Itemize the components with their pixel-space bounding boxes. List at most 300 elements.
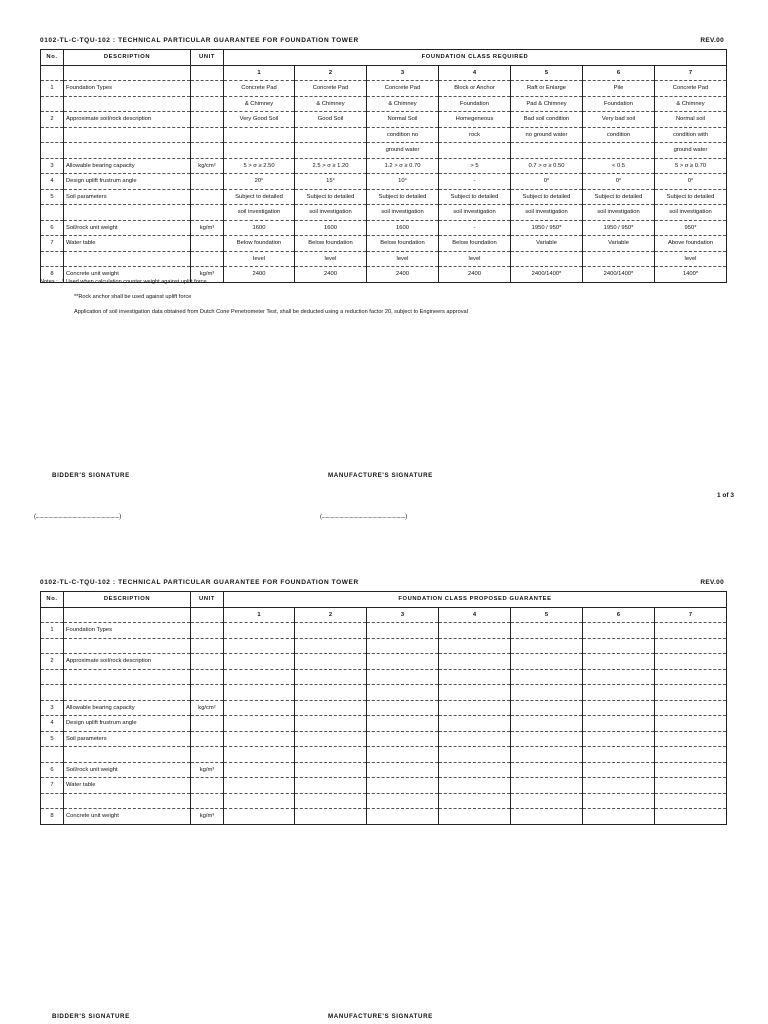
class-value-cell: Below foundation xyxy=(224,236,295,252)
class-value-cell: 1950 / 950* xyxy=(511,220,583,236)
class-value-cell: - xyxy=(439,174,511,190)
table-row xyxy=(41,220,727,236)
row-description: Soil/rock unit weight xyxy=(64,762,191,778)
table-row xyxy=(41,251,727,267)
note-3: Application of soil investigation data obtained from Dutch Cone Penetrometer Test, shall be deducted using a reduction factor 20, subject to Engineers approval xyxy=(74,309,468,315)
header-foundation-class-proposed: FOUNDATION CLASS PROPOSED GUARANTEE xyxy=(224,592,727,608)
class-value-cell: Subject to detailed xyxy=(511,189,583,205)
row-description: Design uplift frustrum angle xyxy=(64,716,191,732)
class-number: 2 xyxy=(295,607,367,623)
row-description xyxy=(64,747,191,763)
class-value-cell: Subject to detailed xyxy=(583,189,655,205)
class-value-cell xyxy=(295,654,367,670)
class-value-cell: Below foundation xyxy=(367,236,439,252)
class-value-cell xyxy=(583,251,655,267)
row-description xyxy=(64,205,191,221)
class-value-cell xyxy=(655,778,727,794)
class-value-cell xyxy=(224,685,295,701)
class-value-cell xyxy=(511,251,583,267)
table-row xyxy=(41,685,727,701)
row-number: 4 xyxy=(41,716,64,732)
row-unit xyxy=(191,638,224,654)
class-value-cell xyxy=(655,638,727,654)
row-description xyxy=(64,669,191,685)
blank-cell xyxy=(41,607,64,623)
class-value-cell: Bad soil condition xyxy=(511,112,583,128)
class-value-cell: 5 > σ ≥ 0.70 xyxy=(655,158,727,174)
document-title: 0102-TL-C-TQU-102 : TECHNICAL PARTICULAR GUARANTEE FOR FOUNDATION TOWER xyxy=(40,579,359,586)
class-value-cell xyxy=(439,638,511,654)
class-value-cell: soil investigation xyxy=(367,205,439,221)
table-row xyxy=(41,716,727,732)
class-value-cell: soil investigation xyxy=(511,205,583,221)
class-value-cell xyxy=(295,778,367,794)
header-unit: UNIT xyxy=(191,50,224,66)
manufacture-signature-line: (..................................................................) xyxy=(320,514,407,520)
class-value-cell xyxy=(511,793,583,809)
row-number: 7 xyxy=(41,236,64,252)
class-value-cell xyxy=(583,793,655,809)
class-value-cell: soil investigation xyxy=(583,205,655,221)
class-value-cell: Very Good Soil xyxy=(224,112,295,128)
class-value-cell: level xyxy=(367,251,439,267)
class-value-cell xyxy=(367,716,439,732)
class-value-cell xyxy=(295,793,367,809)
class-value-cell xyxy=(367,623,439,639)
table-row xyxy=(41,654,727,670)
table-row xyxy=(41,747,727,763)
class-value-cell xyxy=(295,747,367,763)
class-value-cell: Variable xyxy=(511,236,583,252)
class-value-cell: Foundation xyxy=(439,96,511,112)
table-row xyxy=(41,669,727,685)
class-value-cell xyxy=(295,716,367,732)
class-value-cell xyxy=(511,669,583,685)
class-value-cell: condition no xyxy=(367,127,439,143)
row-description: Foundation Types xyxy=(64,623,191,639)
row-description: Allowable bearing capacity xyxy=(64,158,191,174)
class-number: 7 xyxy=(655,607,727,623)
class-value-cell: - xyxy=(439,220,511,236)
class-value-cell xyxy=(224,143,295,159)
header-foundation-class-required: FOUNDATION CLASS REQUIRED xyxy=(224,50,727,66)
class-value-cell xyxy=(367,638,439,654)
class-value-cell xyxy=(439,623,511,639)
row-unit xyxy=(191,112,224,128)
row-number: 5 xyxy=(41,189,64,205)
class-value-cell: 2400/1400* xyxy=(511,267,583,283)
class-value-cell: level xyxy=(655,251,727,267)
class-value-cell: Subject to detailed xyxy=(439,189,511,205)
class-value-cell xyxy=(655,747,727,763)
class-value-cell: soil investigation xyxy=(439,205,511,221)
class-value-cell: Subject to detailed xyxy=(224,189,295,205)
row-unit xyxy=(191,731,224,747)
row-unit xyxy=(191,143,224,159)
class-value-cell xyxy=(583,669,655,685)
class-value-cell xyxy=(439,747,511,763)
row-number xyxy=(41,747,64,763)
row-description: Concrete unit weight xyxy=(64,809,191,825)
class-value-cell: Pad & Chimney xyxy=(511,96,583,112)
row-description xyxy=(64,638,191,654)
class-number: 5 xyxy=(511,65,583,81)
row-number xyxy=(41,143,64,159)
row-description: Approximate soil/rock description xyxy=(64,654,191,670)
revision-label: REV.00 xyxy=(700,37,724,44)
row-unit xyxy=(191,251,224,267)
class-value-cell xyxy=(295,127,367,143)
table-row xyxy=(41,809,727,825)
class-value-cell: level xyxy=(295,251,367,267)
table-row xyxy=(41,700,727,716)
class-value-cell xyxy=(439,809,511,825)
class-value-cell: 950* xyxy=(655,220,727,236)
document-title: 0102-TL-C-TQU-102 : TECHNICAL PARTICULAR GUARANTEE FOR FOUNDATION TOWER xyxy=(40,37,359,44)
class-value-cell: 1400* xyxy=(655,267,727,283)
class-value-cell xyxy=(295,638,367,654)
class-value-cell xyxy=(511,731,583,747)
row-number: 7 xyxy=(41,778,64,794)
row-description: Soil/rock unit weight xyxy=(64,220,191,236)
row-unit: kg/m³ xyxy=(191,220,224,236)
table-row xyxy=(41,762,727,778)
class-value-cell: Above foundation xyxy=(655,236,727,252)
row-unit xyxy=(191,205,224,221)
class-value-cell xyxy=(295,762,367,778)
row-number: 6 xyxy=(41,762,64,778)
class-value-cell xyxy=(511,638,583,654)
class-value-cell: 1.2 > σ ≥ 0.70 xyxy=(367,158,439,174)
class-value-cell: 1950 / 950* xyxy=(583,220,655,236)
class-value-cell: 0.7 > σ ≥ 0.50 xyxy=(511,158,583,174)
class-value-cell: no ground water xyxy=(511,127,583,143)
row-unit: kg/cm² xyxy=(191,158,224,174)
class-number: 6 xyxy=(583,607,655,623)
class-value-cell xyxy=(367,809,439,825)
class-value-cell xyxy=(224,778,295,794)
bidder-signature-line: (..................................................................) xyxy=(34,514,121,520)
table-row xyxy=(41,236,727,252)
class-value-cell xyxy=(224,731,295,747)
class-number: 3 xyxy=(367,65,439,81)
page-number: 1 of 3 xyxy=(717,492,734,499)
class-value-cell: 0° xyxy=(511,174,583,190)
class-value-cell: Below foundation xyxy=(295,236,367,252)
table-row xyxy=(41,623,727,639)
row-description: Soil parameters xyxy=(64,731,191,747)
row-unit xyxy=(191,685,224,701)
row-description xyxy=(64,685,191,701)
row-unit xyxy=(191,189,224,205)
manufacture-signature-label: MANUFACTURE'S SIGNATURE xyxy=(328,1013,433,1020)
row-number xyxy=(41,205,64,221)
class-value-cell: 2400 xyxy=(367,267,439,283)
bidder-signature-label: BIDDER'S SIGNATURE xyxy=(52,1013,130,1020)
class-value-cell xyxy=(295,623,367,639)
row-number xyxy=(41,685,64,701)
class-value-cell xyxy=(655,623,727,639)
class-value-cell xyxy=(439,700,511,716)
row-number: 4 xyxy=(41,174,64,190)
class-value-cell: & Chimney xyxy=(224,96,295,112)
class-value-cell: condition xyxy=(583,127,655,143)
class-value-cell: Subject to detailed xyxy=(295,189,367,205)
class-value-cell xyxy=(655,809,727,825)
row-number xyxy=(41,669,64,685)
foundation-class-required-table xyxy=(40,49,727,283)
class-value-cell: 1600 xyxy=(224,220,295,236)
table-row xyxy=(41,638,727,654)
row-number: 1 xyxy=(41,81,64,97)
class-value-cell xyxy=(224,809,295,825)
row-unit xyxy=(191,81,224,97)
row-number: 2 xyxy=(41,112,64,128)
blank-cell xyxy=(41,65,64,81)
row-number: 3 xyxy=(41,700,64,716)
class-value-cell xyxy=(367,654,439,670)
class-value-cell: < 0.5 xyxy=(583,158,655,174)
row-unit xyxy=(191,127,224,143)
class-value-cell: 5 > σ ≥ 2.50 xyxy=(224,158,295,174)
class-value-cell xyxy=(583,809,655,825)
class-value-cell: & Chimney xyxy=(367,96,439,112)
table-row xyxy=(41,174,727,190)
revision-label: REV.00 xyxy=(700,579,724,586)
class-value-cell xyxy=(224,762,295,778)
class-value-cell: 20° xyxy=(224,174,295,190)
class-number: 3 xyxy=(367,607,439,623)
row-number: 2 xyxy=(41,654,64,670)
class-value-cell xyxy=(583,778,655,794)
foundation-class-proposed-guarantee-table xyxy=(40,591,727,825)
class-value-cell xyxy=(583,762,655,778)
bidder-signature-label: BIDDER'S SIGNATURE xyxy=(52,472,130,479)
class-value-cell: soil investigation xyxy=(224,205,295,221)
class-value-cell: 2400 xyxy=(439,267,511,283)
row-description xyxy=(64,143,191,159)
note-2: **Rock anchor shall be used against uplift force xyxy=(74,294,192,300)
class-value-cell xyxy=(224,716,295,732)
class-value-cell xyxy=(295,669,367,685)
class-value-cell: Concrete Pad xyxy=(367,81,439,97)
class-value-cell: Foundation xyxy=(583,96,655,112)
table-row xyxy=(41,81,727,97)
class-value-cell xyxy=(367,700,439,716)
class-value-cell: & Chimney xyxy=(655,96,727,112)
class-value-cell xyxy=(439,778,511,794)
row-description: Soil parameters xyxy=(64,189,191,205)
class-number: 4 xyxy=(439,607,511,623)
row-unit xyxy=(191,623,224,639)
class-number: 5 xyxy=(511,607,583,623)
blank-cell xyxy=(191,65,224,81)
row-unit xyxy=(191,716,224,732)
table-row xyxy=(41,189,727,205)
class-number: 2 xyxy=(295,65,367,81)
row-description xyxy=(64,793,191,809)
row-description: Concrete unit weight xyxy=(64,267,191,283)
class-number: 1 xyxy=(224,65,295,81)
class-value-cell xyxy=(583,143,655,159)
class-value-cell: Below foundation xyxy=(439,236,511,252)
class-value-cell xyxy=(655,793,727,809)
note-1: * Used when calculation counter weight against uplift force xyxy=(62,279,207,285)
class-value-cell xyxy=(295,700,367,716)
row-description xyxy=(64,127,191,143)
class-value-cell xyxy=(655,762,727,778)
class-value-cell: Normal soil xyxy=(655,112,727,128)
class-value-cell xyxy=(224,700,295,716)
blank-cell xyxy=(64,607,191,623)
table-row xyxy=(41,731,727,747)
class-number: 7 xyxy=(655,65,727,81)
class-value-cell xyxy=(583,731,655,747)
class-value-cell xyxy=(511,809,583,825)
class-value-cell xyxy=(655,731,727,747)
row-unit xyxy=(191,778,224,794)
class-value-cell xyxy=(583,654,655,670)
class-value-cell: > 5 xyxy=(439,158,511,174)
row-description: Water table xyxy=(64,778,191,794)
row-unit: kg/cm² xyxy=(191,700,224,716)
class-value-cell xyxy=(439,654,511,670)
class-value-cell xyxy=(511,143,583,159)
class-value-cell xyxy=(583,638,655,654)
blank-cell xyxy=(64,65,191,81)
class-value-cell xyxy=(224,793,295,809)
class-value-cell: 2400 xyxy=(295,267,367,283)
row-unit xyxy=(191,747,224,763)
class-value-cell: Good Soil xyxy=(295,112,367,128)
class-value-cell xyxy=(295,143,367,159)
header-description: DESCRIPTION xyxy=(64,592,191,608)
class-value-cell xyxy=(224,638,295,654)
row-description: Foundation Types xyxy=(64,81,191,97)
class-value-cell xyxy=(224,747,295,763)
header-no: No. xyxy=(41,50,64,66)
class-value-cell: 10° xyxy=(367,174,439,190)
class-value-cell: Block or Anchor xyxy=(439,81,511,97)
manufacture-signature-label: MANUFACTURE'S SIGNATURE xyxy=(328,472,433,479)
class-value-cell xyxy=(224,623,295,639)
row-description: Approximate soil/rock description xyxy=(64,112,191,128)
table-row xyxy=(41,158,727,174)
row-unit xyxy=(191,793,224,809)
class-value-cell xyxy=(511,654,583,670)
row-number xyxy=(41,127,64,143)
class-value-cell xyxy=(439,731,511,747)
class-value-cell: 1600 xyxy=(295,220,367,236)
row-unit xyxy=(191,96,224,112)
class-value-cell: 2400 xyxy=(224,267,295,283)
class-value-cell xyxy=(367,731,439,747)
class-value-cell: 2400/1400* xyxy=(583,267,655,283)
row-number: 8 xyxy=(41,267,64,283)
class-value-cell: ground water xyxy=(655,143,727,159)
class-value-cell: soil investigation xyxy=(655,205,727,221)
class-value-cell: 0° xyxy=(655,174,727,190)
class-value-cell: soil investigation xyxy=(295,205,367,221)
table-row xyxy=(41,205,727,221)
class-value-cell: Concrete Pad xyxy=(655,81,727,97)
class-value-cell xyxy=(439,143,511,159)
row-number xyxy=(41,96,64,112)
class-value-cell xyxy=(439,716,511,732)
class-value-cell xyxy=(295,809,367,825)
class-value-cell xyxy=(439,793,511,809)
class-value-cell: 1600 xyxy=(367,220,439,236)
class-value-cell xyxy=(511,778,583,794)
class-value-cell: Subject to detailed xyxy=(655,189,727,205)
class-value-cell: & Chimney xyxy=(295,96,367,112)
class-value-cell xyxy=(367,685,439,701)
class-value-cell xyxy=(224,127,295,143)
table-row xyxy=(41,778,727,794)
table-row xyxy=(41,127,727,143)
table-row xyxy=(41,112,727,128)
class-value-cell: level xyxy=(224,251,295,267)
blank-cell xyxy=(191,607,224,623)
table-row xyxy=(41,143,727,159)
table-row xyxy=(41,793,727,809)
class-value-cell: 15° xyxy=(295,174,367,190)
class-value-cell xyxy=(367,762,439,778)
class-value-cell: Raft or Enlarge xyxy=(511,81,583,97)
row-unit xyxy=(191,174,224,190)
class-value-cell: Very bad soil xyxy=(583,112,655,128)
class-value-cell xyxy=(511,747,583,763)
row-number xyxy=(41,793,64,809)
class-value-cell xyxy=(367,793,439,809)
class-value-cell xyxy=(583,685,655,701)
row-unit xyxy=(191,669,224,685)
class-value-cell xyxy=(439,685,511,701)
header-unit: UNIT xyxy=(191,592,224,608)
row-unit xyxy=(191,654,224,670)
class-value-cell xyxy=(655,700,727,716)
class-number: 6 xyxy=(583,65,655,81)
class-number: 4 xyxy=(439,65,511,81)
class-value-cell xyxy=(224,654,295,670)
class-value-cell xyxy=(367,669,439,685)
header-no: No. xyxy=(41,592,64,608)
class-value-cell: Concrete Pad xyxy=(295,81,367,97)
class-value-cell xyxy=(295,731,367,747)
row-number xyxy=(41,251,64,267)
class-value-cell xyxy=(439,762,511,778)
class-value-cell xyxy=(655,669,727,685)
row-number xyxy=(41,638,64,654)
class-value-cell: Normal Soil xyxy=(367,112,439,128)
row-description: Design uplift frustrum angle xyxy=(64,174,191,190)
class-value-cell: Concrete Pad xyxy=(224,81,295,97)
class-value-cell xyxy=(511,762,583,778)
class-value-cell: 0° xyxy=(583,174,655,190)
class-value-cell: Variable xyxy=(583,236,655,252)
row-description: Water table xyxy=(64,236,191,252)
class-value-cell: Homegeneous xyxy=(439,112,511,128)
class-value-cell xyxy=(583,623,655,639)
class-value-cell xyxy=(367,747,439,763)
row-number: 8 xyxy=(41,809,64,825)
class-value-cell xyxy=(583,700,655,716)
class-value-cell xyxy=(655,654,727,670)
class-value-cell xyxy=(655,716,727,732)
row-number: 3 xyxy=(41,158,64,174)
class-value-cell xyxy=(511,623,583,639)
class-number: 1 xyxy=(224,607,295,623)
